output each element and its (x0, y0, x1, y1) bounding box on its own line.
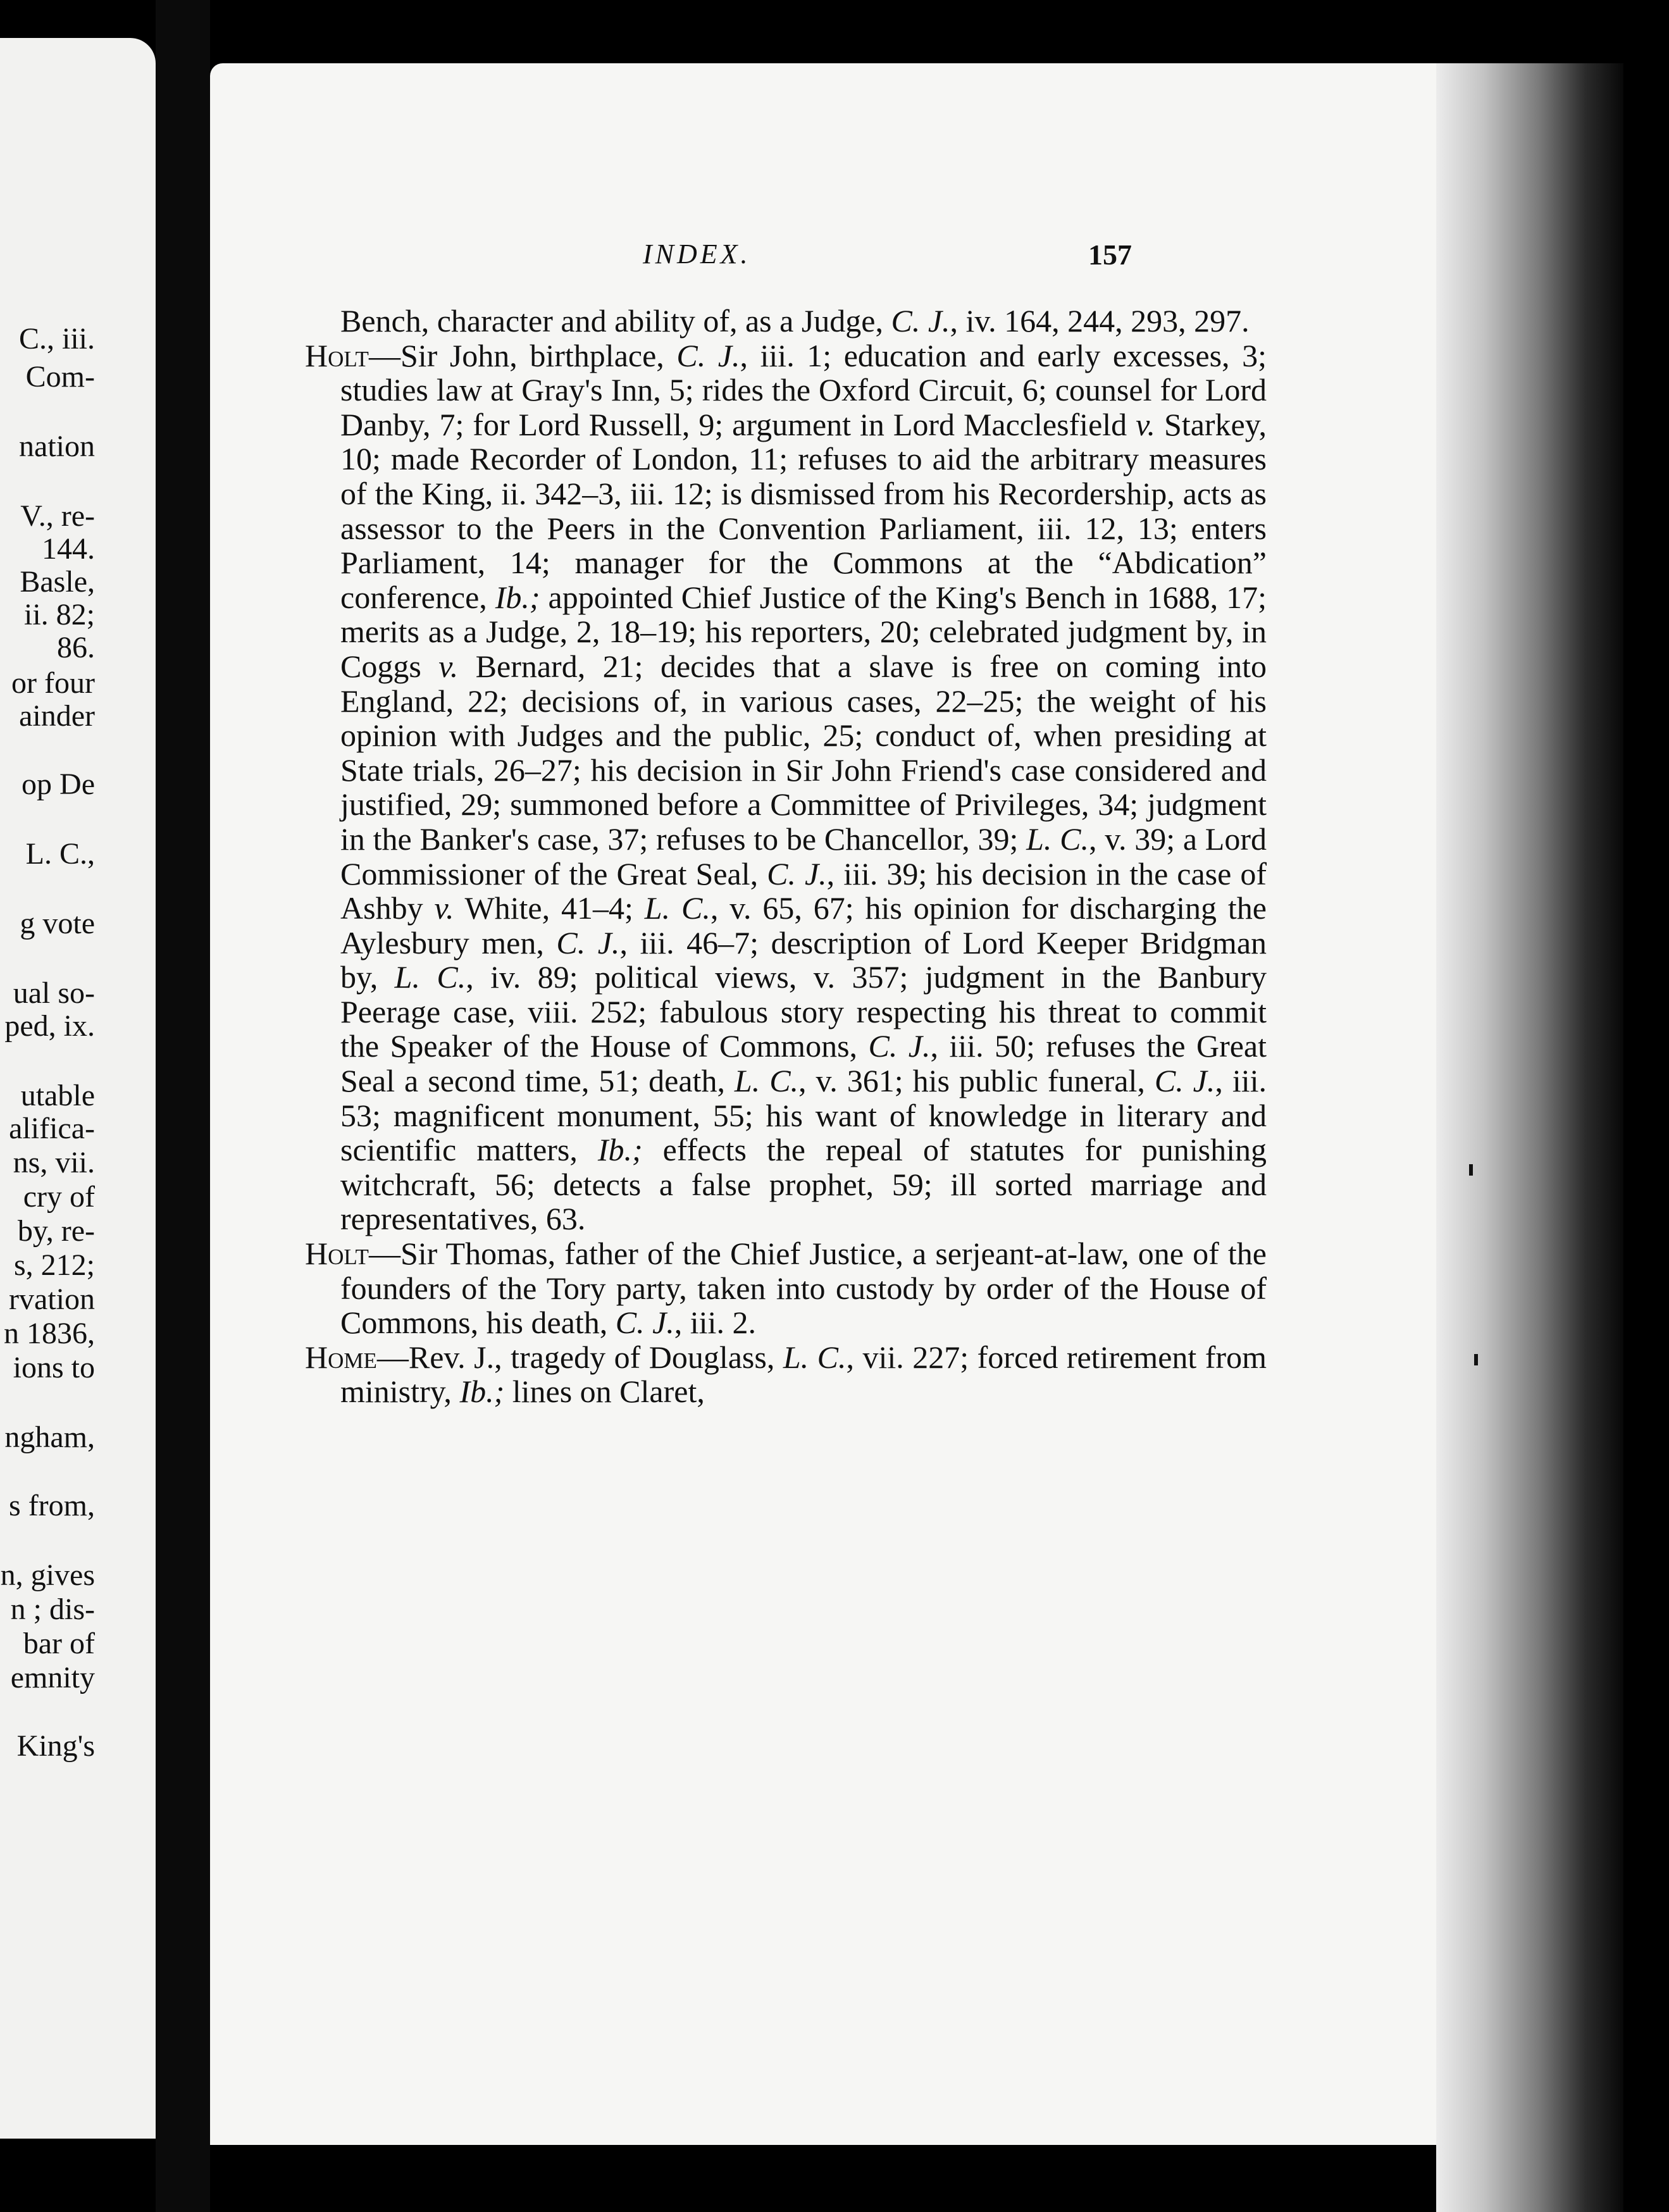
left-page-fragment: ual so- (13, 976, 95, 1010)
left-page (0, 38, 156, 2139)
left-page-fragment: alifica- (9, 1112, 95, 1145)
left-page-fragment: n 1836, (4, 1317, 95, 1350)
left-page-fragment: ped, ix. (4, 1009, 95, 1043)
left-page-fragment: n, gives (0, 1558, 95, 1592)
left-page-fragment: s, 212; (13, 1248, 95, 1282)
scan-speck (1474, 1354, 1478, 1365)
page-number: 157 (1088, 239, 1132, 271)
index-text (305, 304, 1267, 1409)
left-page-fragment: cry of (23, 1180, 95, 1214)
left-page-fragment: bar of (23, 1627, 95, 1660)
entry-headword: Holt (305, 1236, 369, 1272)
left-page-fragment: King's (16, 1729, 95, 1763)
left-page-fragment: op De (22, 767, 95, 801)
scan-speck (1469, 1164, 1473, 1176)
left-page-fragment: by, re- (17, 1214, 95, 1248)
left-page-fragment: 86. (57, 631, 95, 664)
page-title: INDEX. (643, 239, 751, 270)
index-entry-holt-thomas: Holt—Sir Thomas, father of the Chief Justice, a serjeant-at-law, one of the founders of the Tory party, taken into custody by order of the House of Commons, his death, C. J., iii. 2. (305, 1236, 1267, 1341)
left-page-fragment: n ; dis- (10, 1593, 95, 1626)
left-page-fragment: or four (11, 666, 95, 700)
left-page-fragment: ngham, (4, 1420, 95, 1454)
left-page-fragment: Com- (25, 360, 95, 394)
left-page-fragment: ii. 82; (23, 598, 95, 631)
index-entry-continuation: Bench, character and ability of, as a Judge, C. J., iv. 164, 244, 293, 297. (340, 303, 1250, 339)
left-page-fragment: L. C., (25, 837, 95, 871)
left-page-fragment: ions to (13, 1351, 95, 1384)
left-page-fragment: V., re- (20, 499, 95, 533)
book-gutter (156, 0, 210, 2212)
left-page-fragment: g vote (20, 907, 95, 940)
left-page-fragment: s from, (9, 1489, 95, 1522)
page-edge-shadow (1436, 63, 1623, 2212)
left-page-fragment: 144. (42, 532, 95, 566)
left-page-fragment: C., iii. (18, 322, 95, 356)
entry-headword: Holt (305, 337, 369, 373)
index-entry-home: Home—Rev. J., tragedy of Douglass, L. C., vii. 227; forced retirement from ministry, Ib.; lines on Claret, (305, 1339, 1267, 1410)
left-page-fragment: ainder (19, 699, 95, 733)
right-page (210, 63, 1436, 2145)
entry-headword: Home (305, 1339, 377, 1375)
index-entry-holt-john: Holt—Sir John, birthplace, C. J., iii. 1; education and early excesses, 3; studies law at Gray's Inn, 5; rides the Oxford Circuit, 6; counsel for Lord Danby, 7; for Lord Russell, 9; argument in Lord Macclesfield v. Starkey, 10; made Recorder of London, 11; refuses to aid the arbitrary measures of the King, ii. 342–3, iii. 12; is dismissed from his Recordership, acts as assessor to the Peers in the Convention Parliament, iii. 12, 13; enters Parliament, 14; manager for the Commons at the “Abdication” conference, Ib.; appointed Chief Justice of the King's Bench in 1688, 17; merits as a Judge, 2, 18–19; his reporters, 20; celebrated judgment by, in Coggs v. Bernard, 21; decides that a slave is free on coming into England, 22; decisions of, in various cases, 22–25; the weight of his opinion with Judges and the public, 25; conduct of, when presiding at State trials, 26–27; his decision in Sir John Friend's case considered and justified, 29; summoned before a Committee of Privileges, 34; judgment in the Banker's case, 37; refuses to be Chancellor, 39; L. C., v. 39; a Lord Commissioner of the Great Seal, C. J., iii. 39; his decision in the case of Ashby v. White, 41–4; L. C., v. 65, 67; his opinion for discharging the Aylesbury men, C. J., iii. 46–7; description of Lord Keeper Bridgman by, L. C., iv. 89; political views, v. 357; judgment in the Banbury Peerage case, viii. 252; fabulous story respecting his threat to commit the Speaker of the House of Commons, C. J., iii. 50; refuses the Great Seal a second time, 51; death, L. C., v. 361; his public funeral, C. J., iii. 53; magnificent monument, 55; his want of knowledge in literary and scientific matters, Ib.; effects the repeal of statutes for punishing witchcraft, 56; detects a false prophet, 59; ill sorted marriage and representatives, 63. (305, 337, 1267, 1237)
left-page-fragment: utable (20, 1079, 95, 1112)
left-page-fragment: nation (19, 430, 95, 463)
running-header (210, 238, 1436, 276)
left-page-fragment: emnity (10, 1661, 95, 1694)
left-page-fragment: rvation (9, 1283, 95, 1316)
left-page-fragment: ns, vii. (13, 1146, 95, 1179)
left-page-fragment: Basle, (20, 565, 95, 599)
